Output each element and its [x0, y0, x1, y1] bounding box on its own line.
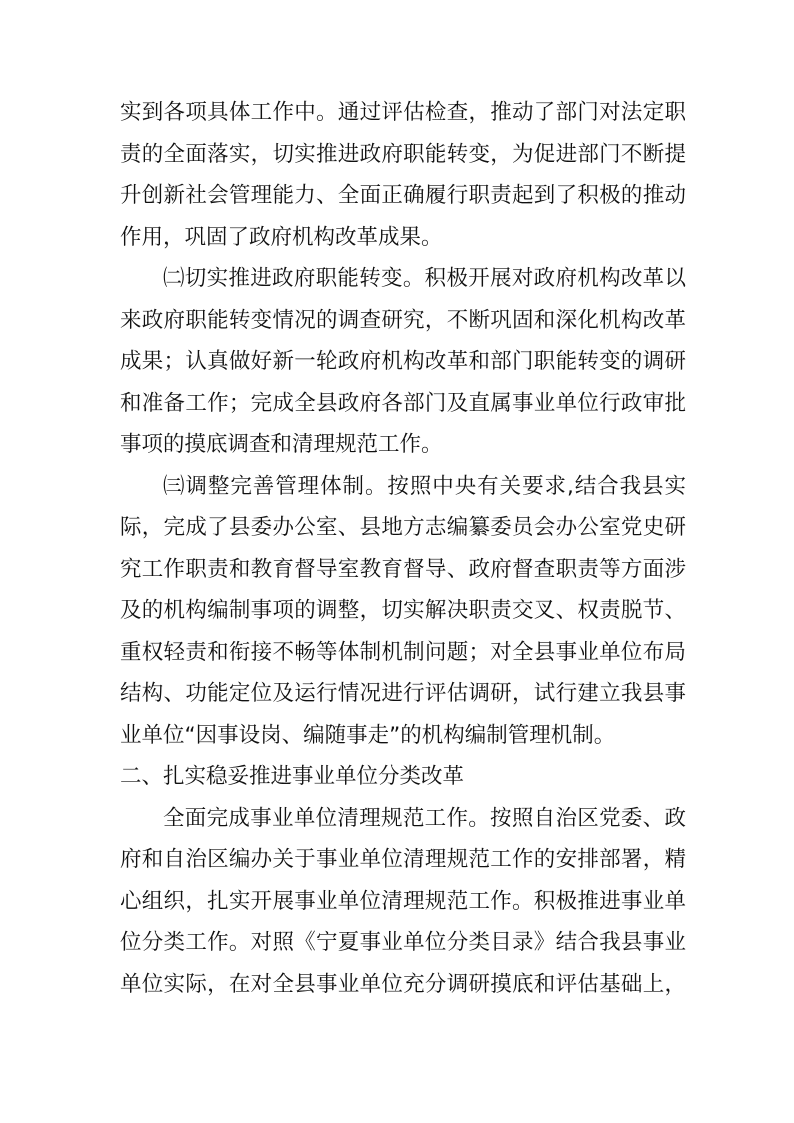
- section-heading: 二、扎实稳妥推进事业单位分类改革: [120, 764, 465, 789]
- text-line: 作用，巩固了政府机构改革成果。: [120, 224, 443, 250]
- text-line: 重权轻责和衔接不畅等体制机制问题；对全县事业单位布局: [120, 639, 686, 665]
- paragraph-start-line: ㈡切实推进政府职能转变。积极开展对政府机构改革以: [163, 266, 686, 291]
- paragraph-start-line: ㈢调整完善管理体制。按照中央有关要求,结合我县实: [163, 473, 686, 499]
- text-line: 来政府职能转变情况的调查研究，不断巩固和深化机构改革: [120, 307, 686, 333]
- text-line: 结构、功能定位及运行情况进行评估调研，试行建立我县事: [120, 681, 686, 706]
- text-line: 升创新社会管理能力、全面正确履行职责起到了积极的推动: [120, 183, 686, 208]
- text-line: 究工作职责和教育督导室教育督导、政府督查职责等方面涉: [120, 556, 686, 582]
- text-line: 际，完成了县委办公室、县地方志编纂委员会办公室党史研: [120, 515, 686, 540]
- text-line: 事项的摸底调查和清理规范工作。: [120, 432, 443, 457]
- text-line: 和准备工作；完成全县政府各部门及直属事业单位行政审批: [120, 390, 686, 416]
- text-line: 心组织，扎实开展事业单位清理规范工作。积极推进事业单: [120, 888, 686, 914]
- text-line: 责的全面落实，切实推进政府职能转变，为促进部门不断提: [120, 141, 686, 167]
- text-line: 业单位“因事设岗、编随事走”的机构编制管理机制。: [120, 722, 616, 748]
- text-line: 府和自治区编办关于事业单位清理规范工作的安排部署，精: [120, 847, 686, 872]
- body-text: [120, 92, 686, 1005]
- text-line: 及的机构编制事项的调整，切实解决职责交叉、权责脱节、: [120, 598, 686, 623]
- text-line: 成果；认真做好新一轮政府机构改革和部门职能转变的调研: [120, 349, 686, 374]
- text-line: 单位实际，在对全县事业单位充分调研摸底和评估基础上，: [120, 971, 686, 997]
- text-line: 位分类工作。对照《宁夏事业单位分类目录》结合我县事业: [120, 930, 686, 955]
- paragraph-start-line: 全面完成事业单位清理规范工作。按照自治区党委、政: [163, 805, 686, 831]
- text-line: 实到各项具体工作中。通过评估检查，推动了部门对法定职: [120, 100, 686, 125]
